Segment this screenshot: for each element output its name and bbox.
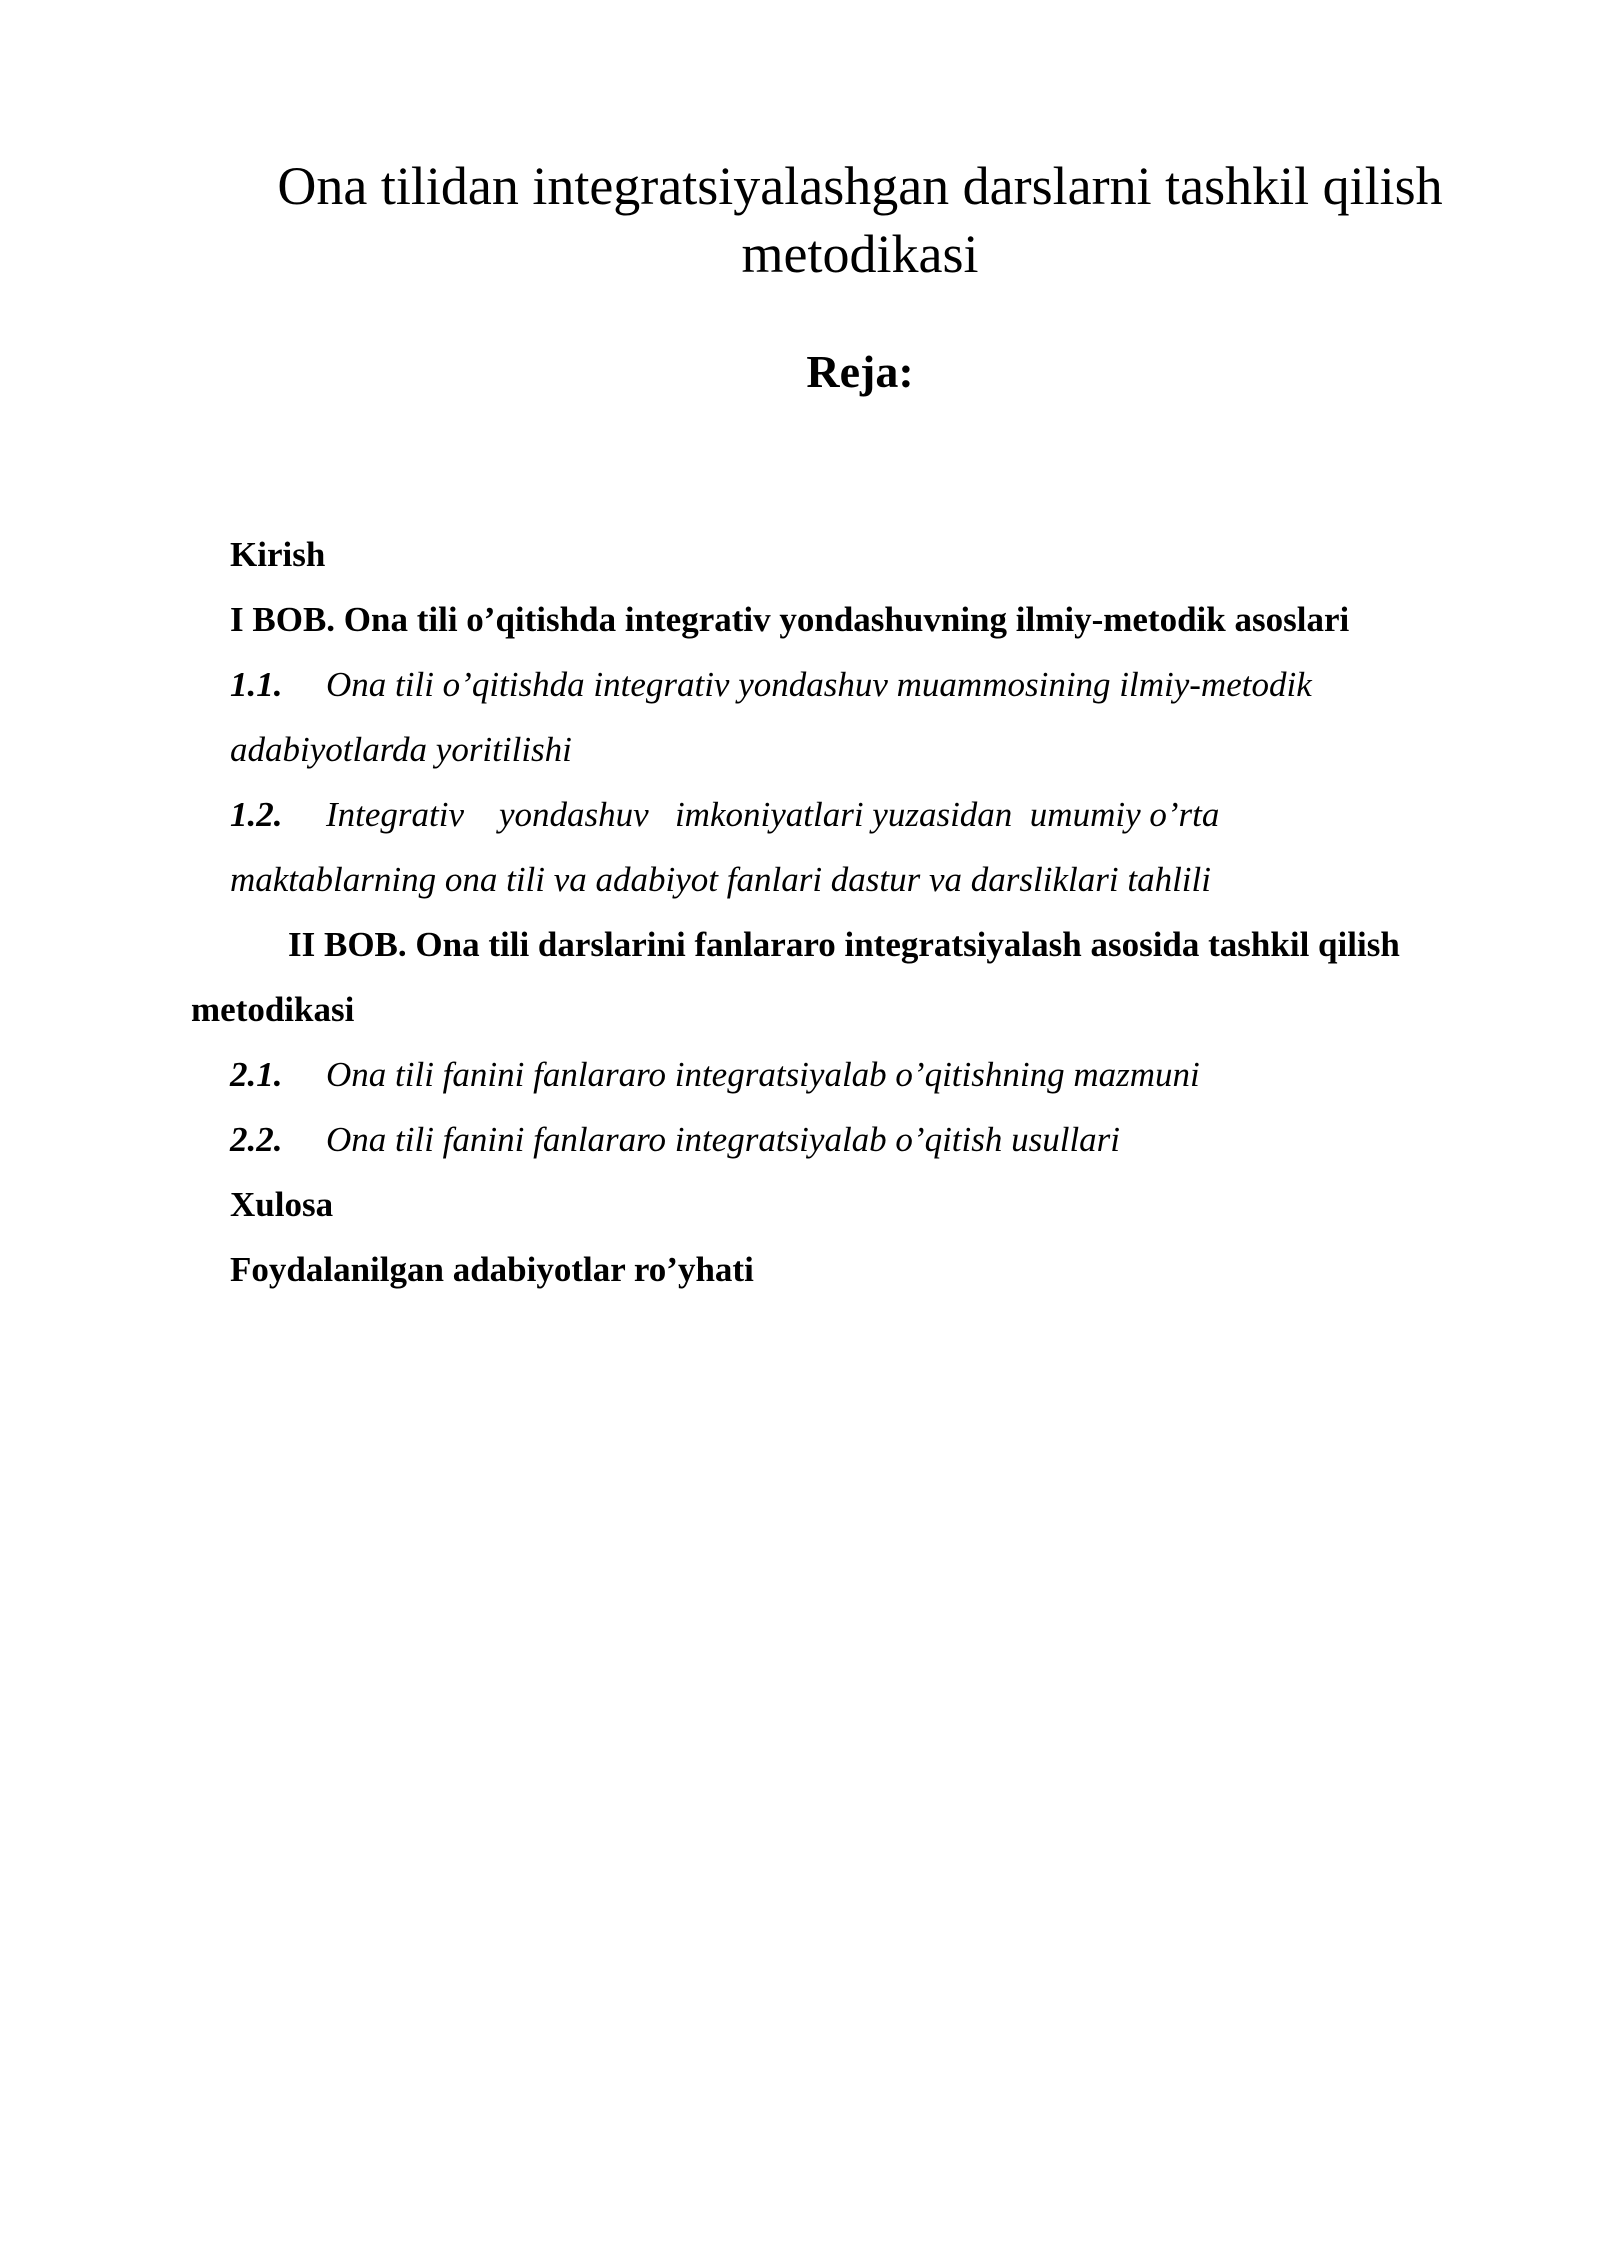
section-number: 1.1.: [230, 665, 283, 704]
table-of-contents: [0, 522, 1600, 1302]
toc-references: Foydalanilgan adabiyotlar ro’yhati: [230, 1250, 754, 1289]
toc-chapter-2: II BOB. Ona tili darslarini fanlararo integratsiyalash asosida tashkil qilish: [288, 925, 1400, 964]
toc-section-1-1-continued: adabiyotlarda yoritilishi: [230, 730, 572, 769]
toc-introduction: Kirish: [230, 535, 326, 574]
section-title: Ona tili fanini fanlararo integratsiyalab o’qitishning mazmuni: [326, 1055, 1200, 1094]
plan-heading: Reja:: [806, 346, 914, 397]
toc-section-1-1: [0, 652, 1600, 717]
toc-conclusion: Xulosa: [230, 1185, 334, 1224]
section-number: 2.1.: [230, 1055, 283, 1094]
section-title: Ona tili fanini fanlararo integratsiyalab o’qitish usullari: [326, 1120, 1121, 1159]
toc-section-1-2: [0, 782, 1600, 847]
section-title: Integrativ yondashuv imkoniyatlari yuzasidan umumiy o’rta: [326, 795, 1220, 834]
section-number: 2.2.: [230, 1120, 283, 1159]
toc-section-1-2-continued: maktablarning ona tili va adabiyot fanlari dastur va darsliklari tahlili: [230, 860, 1211, 899]
section-title: Ona tili o’qitishda integrativ yondashuv muammosining ilmiy-metodik: [326, 665, 1312, 704]
toc-chapter-2-continued: metodikasi: [191, 990, 355, 1029]
toc-section-2-2: [0, 1107, 1600, 1172]
section-number: 1.2.: [230, 795, 283, 834]
document-title: Ona tilidan integratsiyalashgan darslarni tashkil qilish metodikasi: [277, 156, 1443, 284]
toc-chapter-1: I BOB. Ona tili o’qitishda integrativ yondashuvning ilmiy-metodik asoslari: [230, 600, 1350, 639]
toc-section-2-1: [0, 1042, 1600, 1107]
